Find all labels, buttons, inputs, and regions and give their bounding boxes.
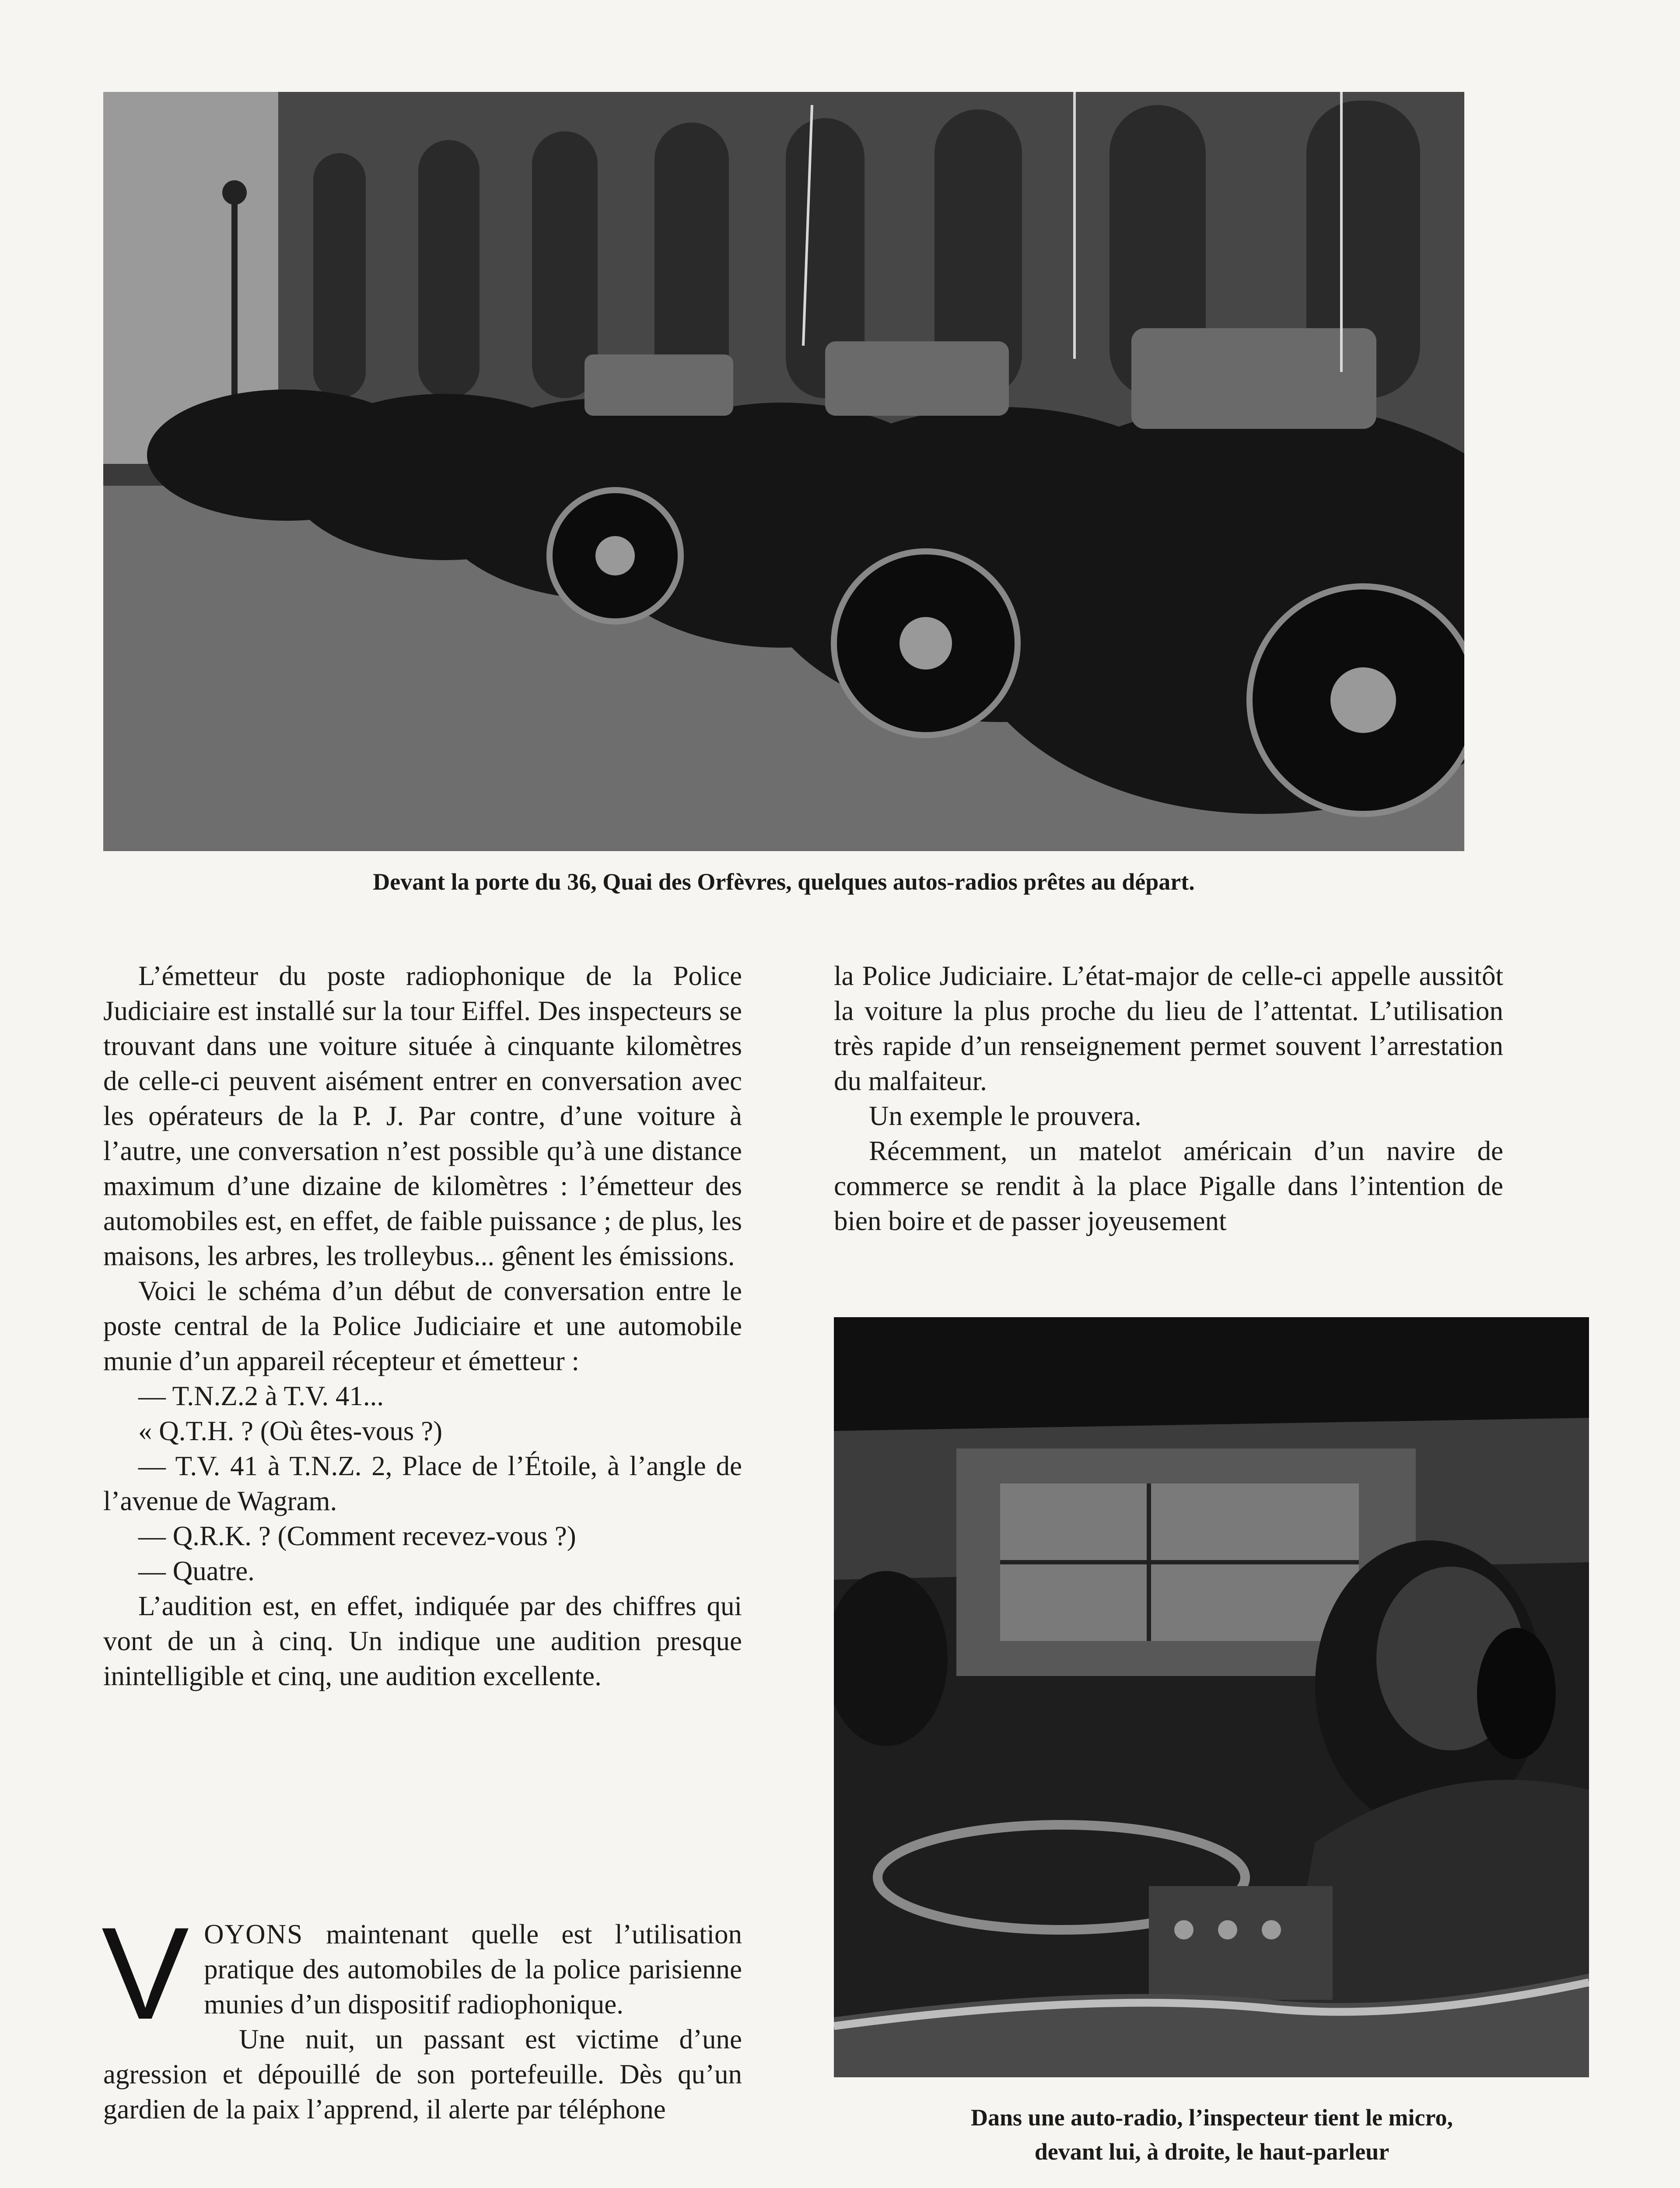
photo-caption-top: Devant la porte du 36, Quai des Orfèvres, quelques autos-radios prêtes au départ. — [373, 869, 1195, 895]
dialogue-line: — T.N.Z.2 à T.V. 41... — [138, 1381, 384, 1411]
photo-caption-right-line2: devant lui, à droite, le haut-parleur — [1034, 2139, 1390, 2165]
dialogue-line: « Q.T.H. ? (Où êtes-vous ?) — [138, 1416, 443, 1446]
paragraph: la Police Judiciaire. L’état-major de celle-ci appelle aussitôt la voiture la plus proche du lieu de l’attentat. L’utilisation très rapide d’un renseignement permet souvent l’arrestation du malfaiteur. — [834, 961, 1503, 1096]
paragraph: Récemment, un matelot américain d’un navire de commerce se rendit à la place Pigalle dans l’intention de bien boire et de passer joyeusement — [834, 1136, 1503, 1236]
dropcap-word: OYONS — [204, 1919, 304, 1950]
paragraph: L’émetteur du poste radiophonique de la Police Judiciaire est installé sur la tour Eiffel. Des inspecteurs se trouvant dans une voiture située à cinquante kilomètres de celle-ci peuvent aisément entrer en conversation avec les opérateurs de la P. J. Par contre, d’une voiture à l’autre, une conversation n’est possible qu’à une distance maximum d’une dizaine de kilomètres : l’émetteur des automobiles est, en effet, de faible puissance ; de plus, les maisons, les arbres, les trolleybus... gênent les émissions. — [103, 961, 742, 1271]
paragraph-dropcap — [102, 1900, 742, 2047]
photo-police-cars-image — [103, 92, 1464, 851]
photo-caption-right — [822, 2100, 1601, 2169]
photo-inspector-in-car — [834, 1317, 1589, 2077]
left-column-upper — [103, 958, 742, 1694]
right-column — [834, 958, 1503, 1238]
paragraph: Voici le schéma d’un début de conversation entre le poste central de la Police Judiciaire et une automobile munie d’un appareil récepteur et émetteur : — [103, 1276, 742, 1376]
dialogue-line: — Quatre. — [138, 1556, 255, 1586]
photo-police-cars — [103, 92, 1464, 851]
paragraph-text: maintenant quelle est l’utilisation pratique des automobiles de la police parisienne munies d’un dispositif radiophonique. — [204, 1919, 742, 2020]
dialogue-line: — Q.R.K. ? (Comment recevez-vous ?) — [138, 1521, 576, 1551]
photo-caption-right-line1: Dans une auto-radio, l’inspecteur tient le micro, — [971, 2104, 1453, 2131]
left-column-lower — [102, 1900, 742, 2127]
paragraph: Une nuit, un passant est victime d’une agression et dépouillé de son portefeuille. Dès qu’un gardien de la paix l’apprend, il alerte par téléphone — [103, 2024, 742, 2125]
drop-cap: V — [102, 1900, 189, 2047]
dialogue-line: — T.V. 41 à T.N.Z. 2, Place de l’Étoile, à l’angle de l’avenue de Wagram. — [103, 1451, 742, 1516]
paragraph: Un exemple le prouvera. — [869, 1101, 1141, 1131]
paragraph: L’audition est, en effet, indiquée par des chiffres qui vont de un à cinq. Un indique une audition presque inintelligible et cinq, une audition excellente. — [103, 1591, 742, 1691]
photo-inspector-in-car-image — [834, 1317, 1589, 2077]
